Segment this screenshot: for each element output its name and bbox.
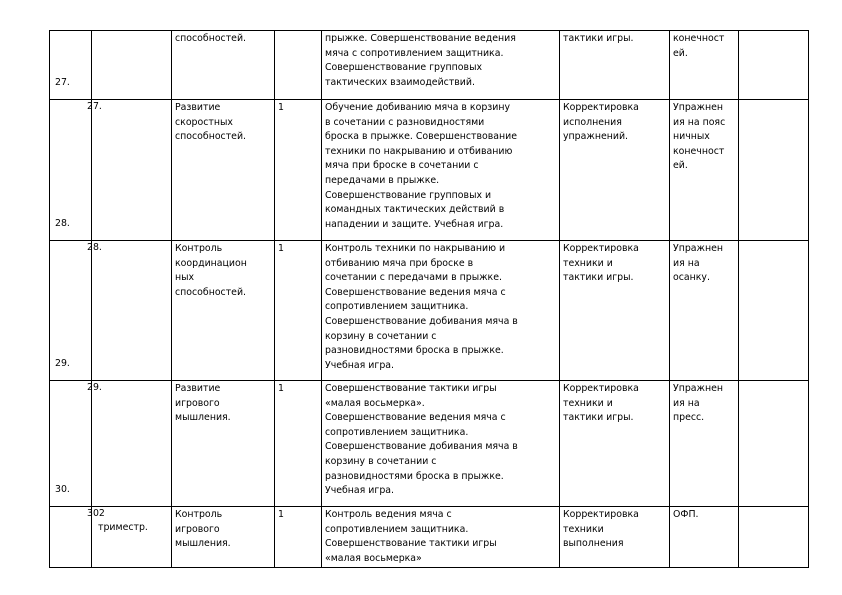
lesson-number: 302 bbox=[87, 508, 105, 519]
hours-cell bbox=[275, 31, 322, 100]
lesson-trimester: триместр. bbox=[98, 522, 148, 533]
homework: ОФП. bbox=[673, 509, 699, 520]
topic-cell bbox=[172, 381, 275, 507]
correction-cell bbox=[560, 507, 670, 568]
row-number: 30. bbox=[50, 381, 92, 507]
row-number bbox=[50, 507, 92, 568]
lesson-number: 28. bbox=[87, 242, 102, 253]
hours: 1 bbox=[278, 383, 284, 394]
correction: Корректировка техники выполнения bbox=[563, 509, 639, 550]
row-number: 29. bbox=[50, 241, 92, 381]
correction-cell bbox=[560, 381, 670, 507]
topic-cell bbox=[172, 31, 275, 100]
table-row bbox=[50, 31, 809, 100]
correction: Корректировка техники и тактики игры. bbox=[563, 383, 639, 424]
homework: конечност ей. bbox=[673, 33, 725, 59]
table-row bbox=[50, 241, 809, 381]
content-cell bbox=[322, 241, 560, 381]
table-row bbox=[50, 100, 809, 241]
content: Совершенствование тактики игры «малая восьмерка». Совершенствование ведения мяча с сопротивлением защитника. Совершенствование добивания мяча в корзину в сочетании с разновидностями броска в прыжке. Учебная игра. bbox=[325, 383, 518, 497]
lesson-number: 27. bbox=[87, 101, 102, 112]
correction-cell bbox=[560, 31, 670, 100]
lesson-number-cell bbox=[92, 31, 172, 100]
topic-cell bbox=[172, 241, 275, 381]
lesson-number-cell bbox=[87, 381, 172, 507]
hours: 1 bbox=[278, 243, 284, 254]
homework-cell bbox=[670, 241, 739, 381]
homework: Упражнен ия на осанку. bbox=[673, 243, 724, 284]
homework-cell bbox=[670, 31, 739, 100]
lesson-number: 29. bbox=[87, 382, 102, 393]
homework-cell bbox=[670, 381, 739, 507]
hours-cell bbox=[275, 507, 322, 568]
content-cell bbox=[322, 507, 560, 568]
content-cell bbox=[322, 31, 560, 100]
homework-cell bbox=[670, 100, 739, 241]
content-cell bbox=[322, 381, 560, 507]
hours: 1 bbox=[278, 102, 284, 113]
correction: Корректировка техники и тактики игры. bbox=[563, 243, 639, 284]
extra-cell bbox=[739, 507, 809, 568]
correction-cell bbox=[560, 241, 670, 381]
row-number: 28. bbox=[50, 100, 92, 241]
correction: тактики игры. bbox=[563, 33, 634, 44]
topic: Контроль координацион ных способностей. bbox=[175, 243, 247, 298]
extra-cell bbox=[739, 100, 809, 241]
lesson-number-cell bbox=[87, 241, 172, 381]
content-cell bbox=[322, 100, 560, 241]
homework-cell bbox=[670, 507, 739, 568]
extra-cell bbox=[739, 381, 809, 507]
topic: Развитие игрового мышления. bbox=[175, 383, 231, 424]
homework: Упражнен ия на пресс. bbox=[673, 383, 724, 424]
topic: Развитие скоростных способностей. bbox=[175, 102, 247, 143]
correction: Корректировка исполнения упражнений. bbox=[563, 102, 639, 143]
extra-cell bbox=[739, 241, 809, 381]
table-row bbox=[50, 507, 809, 568]
hours-cell bbox=[275, 100, 322, 241]
extra-cell bbox=[739, 31, 809, 100]
row-number: 27. bbox=[50, 31, 92, 100]
topic: Контроль игрового мышления. bbox=[175, 509, 231, 550]
content: Контроль ведения мяча с сопротивлением защитника. Совершенствование тактики игры «малая восьмерка» bbox=[325, 509, 497, 564]
content: Контроль техники по накрыванию и отбиванию мяча при броске в сочетании с передачами в прыжке. Совершенствование ведения мяча с сопротивлением защитника. Совершенствование добивания мяча в корзину в сочетании с разновидностями броска в прыжке. Учебная игра. bbox=[325, 243, 518, 371]
topic-cell bbox=[172, 507, 275, 568]
content: прыжке. Совершенствование ведения мяча с сопротивлением защитника. Совершенствование групповых тактических взаимодействий. bbox=[325, 33, 516, 88]
hours-cell bbox=[275, 241, 322, 381]
content: Обучение добиванию мяча в корзину в сочетании с разновидностями броска в прыжке. Совершенствование техники по накрыванию и отбиванию мяча при броске в сочетании с передачами в прыжке. Совершенствование групповых и командных тактических действий в нападении и защите. Учебная игра. bbox=[325, 102, 517, 230]
lesson-number-cell bbox=[87, 100, 172, 241]
correction-cell bbox=[560, 100, 670, 241]
topic: способностей. bbox=[175, 33, 247, 44]
homework: Упражнен ия на пояс ничных конечност ей. bbox=[673, 102, 726, 172]
hours: 1 bbox=[278, 509, 284, 520]
topic-cell bbox=[172, 100, 275, 241]
lesson-plan-table bbox=[49, 30, 809, 568]
table-row bbox=[50, 381, 809, 507]
lesson-number-cell bbox=[87, 507, 172, 568]
hours-cell bbox=[275, 381, 322, 507]
